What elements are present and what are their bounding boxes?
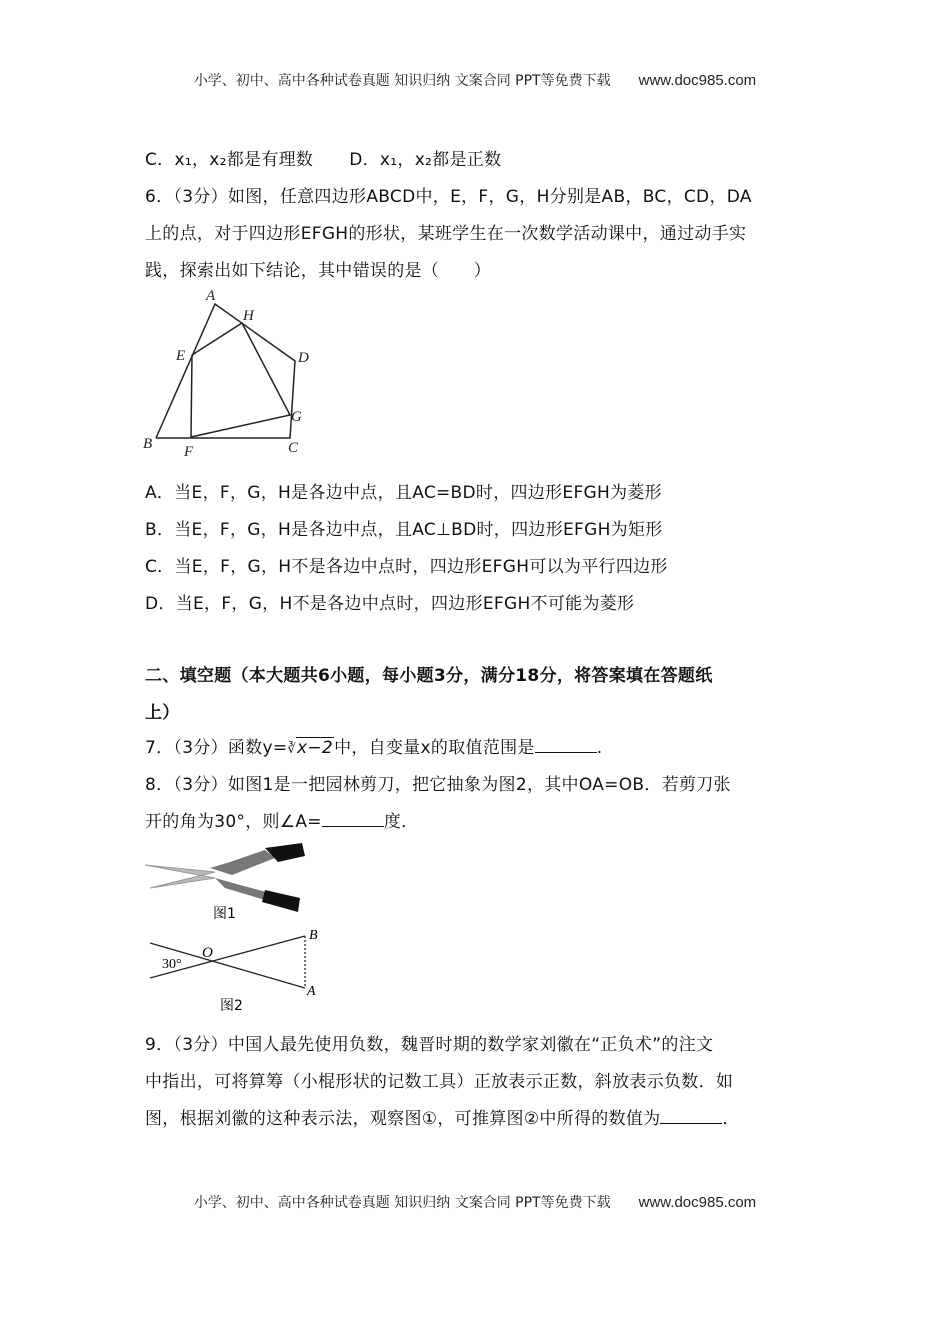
q8-text: 开的角为30°，则∠A= bbox=[145, 812, 322, 832]
label-a2: A bbox=[307, 984, 316, 999]
q6-line: 践，探索出如下结论，其中错误的是（ ） bbox=[145, 261, 491, 281]
header-text: 小学、初中、高中各种试卷真题 知识归纳 文案合同 PPT等免费下载 bbox=[193, 73, 611, 89]
footer-text: 小学、初中、高中各种试卷真题 知识归纳 文案合同 PPT等免费下载 bbox=[193, 1195, 611, 1211]
footer bbox=[0, 1192, 950, 1212]
label-b: B bbox=[143, 436, 153, 452]
q5-option-c: C．x₁，x₂都是有理数 bbox=[145, 150, 314, 170]
label-f: F bbox=[184, 444, 194, 460]
header-url[interactable]: www.doc985.com bbox=[638, 72, 757, 89]
scissors-image bbox=[145, 843, 305, 912]
answer-blank[interactable] bbox=[535, 751, 597, 753]
fig1-caption: 图1 bbox=[213, 906, 236, 922]
answer-blank[interactable] bbox=[322, 825, 384, 827]
q9-end: ． bbox=[722, 1109, 740, 1129]
q9-text: 图，根据刘徽的这种表示法，观察图①，可推算图②中所得的数值为 bbox=[145, 1109, 661, 1129]
label-d: D bbox=[298, 350, 309, 366]
q6-line: 6．（3分）如图，任意四边形ABCD中，E，F，G，H分别是AB，BC，CD，DA bbox=[145, 187, 752, 207]
section-title: 二、填空题（本大题共6小题，每小题3分，满分18分，将答案填在答题纸 bbox=[145, 666, 713, 686]
q8-line: 8．（3分）如图1是一把园林剪刀，把它抽象为图2，其中OA=OB．若剪刀张 bbox=[145, 775, 731, 795]
q9-line: 中指出，可将算筹（小棍形状的记数工具）正放表示正数，斜放表示负数．如 bbox=[145, 1072, 734, 1092]
q7-text: 7．（3分）函数y= bbox=[145, 738, 288, 758]
q7: 7．（3分）函数y=∛x−2中，自变量x的取值范围是 . bbox=[145, 738, 603, 758]
q6-line: 上的点，对于四边形EFGH的形状，某班学生在一次数学活动课中，通过动手实 bbox=[145, 224, 747, 244]
label-b2: B bbox=[309, 928, 318, 943]
label-a: A bbox=[206, 288, 216, 304]
angle-label: 30° bbox=[162, 957, 182, 972]
q9-line bbox=[145, 1104, 740, 1129]
q6-option-d: D．当E，F，G，H不是各边中点时，四边形EFGH不可能为菱形 bbox=[145, 594, 635, 614]
q9-line: 9．（3分）中国人最先使用负数，魏晋时期的数学家刘徽在“正负术”的注文 bbox=[145, 1035, 714, 1055]
q5-option-d: D．x₁，x₂都是正数 bbox=[349, 150, 502, 170]
q6-option-b: B．当E，F，G，H是各边中点，且AC⊥BD时，四边形EFGH为矩形 bbox=[145, 520, 663, 540]
label-e: E bbox=[176, 348, 186, 364]
label-o: O bbox=[202, 945, 213, 961]
footer-url[interactable]: www.doc985.com bbox=[638, 1194, 757, 1211]
label-c: C bbox=[288, 440, 299, 456]
answer-blank[interactable] bbox=[660, 1122, 722, 1124]
q7-text: 中，自变量x的取值范围是 bbox=[334, 738, 535, 758]
q7-end: . bbox=[596, 738, 603, 758]
label-g: G bbox=[291, 409, 302, 425]
q8-end: 度． bbox=[383, 812, 419, 832]
label-h: H bbox=[243, 308, 254, 324]
q6-option-c: C．当E，F，G，H不是各边中点时，四边形EFGH可以为平行四边形 bbox=[145, 557, 668, 577]
section-title: 上） bbox=[145, 703, 180, 723]
q8-line bbox=[145, 807, 418, 832]
q7-radicand: x−2 bbox=[297, 738, 334, 758]
q6-option-a: A．当E，F，G，H是各边中点，且AC=BD时，四边形EFGH为菱形 bbox=[145, 483, 662, 503]
fig2-caption: 图2 bbox=[220, 998, 243, 1014]
